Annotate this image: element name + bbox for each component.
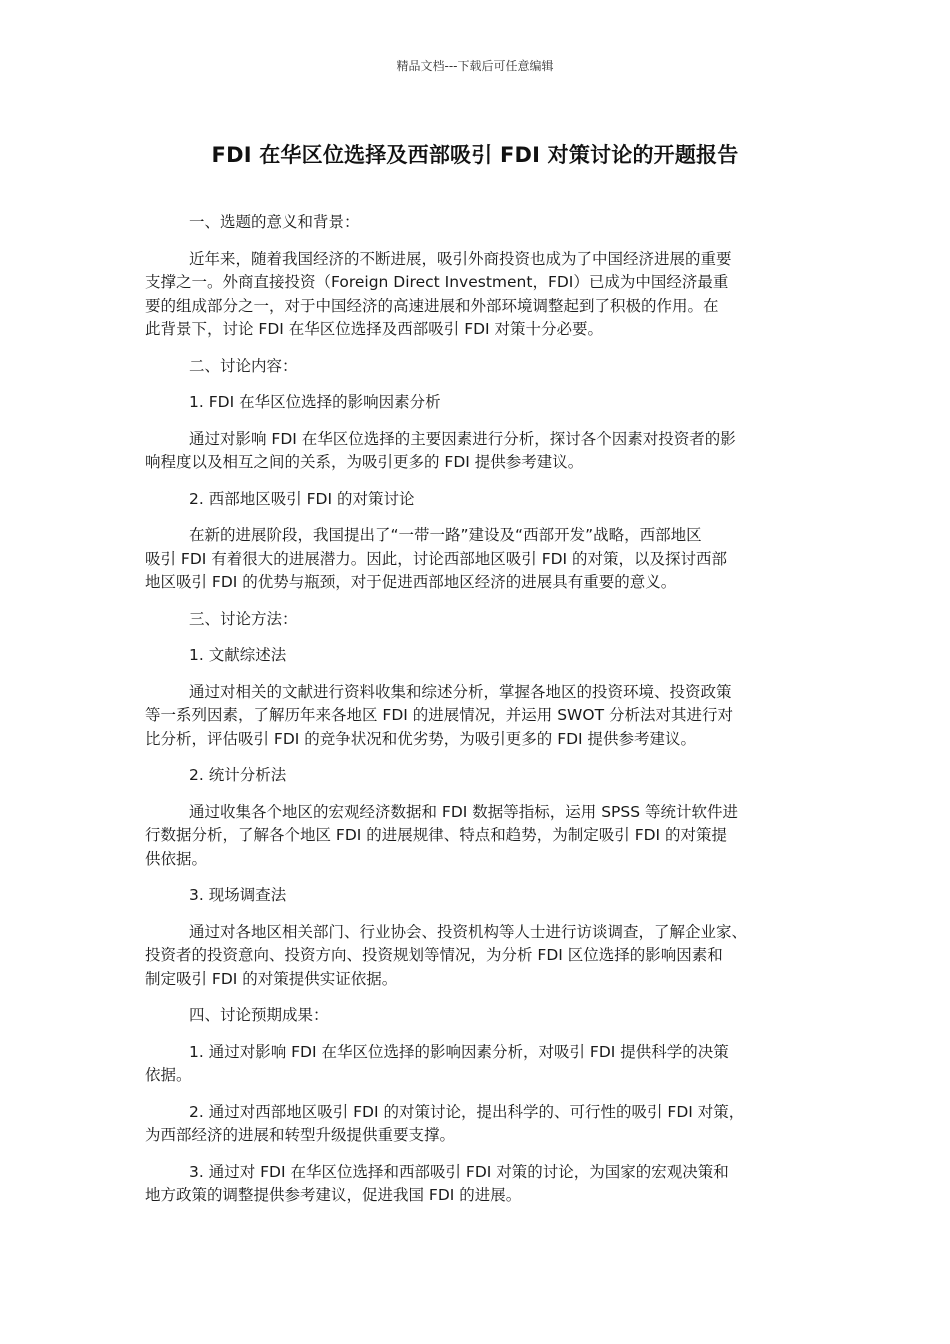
paragraph-line: 支撑之一。外商直接投资（Foreign Direct Investment，FDI）已成为中国经济最重 bbox=[145, 273, 729, 291]
paragraph-line: 此背景下，讨论 FDI 在华区位选择及西部吸引 FDI 对策十分必要。 bbox=[145, 320, 604, 338]
paragraph-line: 比分析，评估吸引 FDI 的竞争状况和优劣势，为吸引更多的 FDI 提供参考建议。 bbox=[145, 729, 697, 748]
paragraph-line: 2. 统计分析法 bbox=[189, 766, 287, 784]
paragraph-line: 等一系列因素，了解历年来各地区 FDI 的进展情况，并运用 SWOT 分析法对其进行对 bbox=[145, 706, 733, 724]
paragraph-line: 1. FDI 在华区位选择的影响因素分析 bbox=[189, 393, 441, 411]
paragraph-line: 三、讨论方法： bbox=[189, 609, 298, 628]
paragraph-line: 通过收集各个地区的宏观经济数据和 FDI 数据等指标，运用 SPSS 等统计软件进 bbox=[189, 802, 738, 821]
paragraph-line: 一、选题的意义和背景： bbox=[189, 213, 360, 231]
paragraph-line: 响程度以及相互之间的关系，为吸引更多的 FDI 提供参考建议。 bbox=[145, 453, 584, 471]
paragraph bbox=[145, 921, 813, 992]
paragraph-line: 近年来，随着我国经济的不断进展，吸引外商投资也成为了中国经济进展的重要 bbox=[189, 249, 732, 268]
paragraph-line: 投资者的投资意向、投资方向、投资规划等情况，为分析 FDI 区位选择的影响因素和 bbox=[145, 946, 723, 964]
paragraph-line: 通过对影响 FDI 在华区位选择的主要因素进行分析，探讨各个因素对投资者的影 bbox=[189, 429, 736, 448]
paragraph bbox=[145, 211, 813, 235]
document-body bbox=[145, 211, 813, 1221]
paragraph bbox=[145, 524, 813, 595]
paragraph bbox=[145, 428, 813, 475]
paragraph-line: 在新的进展阶段，我国提出了“一带一路”建设及“西部开发”战略，西部地区 bbox=[189, 526, 702, 544]
paragraph-line: 1. 通过对影响 FDI 在华区位选择的影响因素分析，对吸引 FDI 提供科学的决策 bbox=[189, 1042, 729, 1061]
paragraph-line: 行数据分析，了解各个地区 FDI 的进展规律、特点和趋势，为制定吸引 FDI 的对策提 bbox=[145, 826, 728, 844]
paragraph-line: 2. 西部地区吸引 FDI 的对策讨论 bbox=[189, 489, 415, 508]
paragraph bbox=[145, 764, 813, 788]
paragraph-line: 通过对各地区相关部门、行业协会、投资机构等人士进行访谈调查，了解企业家、 bbox=[189, 922, 748, 941]
paragraph-line: 供依据。 bbox=[145, 849, 208, 868]
paragraph bbox=[145, 248, 813, 342]
paragraph-line: 依据。 bbox=[145, 1066, 192, 1084]
paragraph-line: 四、讨论预期成果： bbox=[189, 1006, 329, 1024]
paragraph bbox=[145, 681, 813, 752]
paragraph bbox=[145, 391, 813, 415]
page-header: 精品文档---下载后可任意编辑 bbox=[396, 59, 554, 73]
paragraph bbox=[145, 1161, 813, 1208]
paragraph-line: 通过对相关的文献进行资料收集和综述分析，掌握各地区的投资环境、投资政策 bbox=[189, 682, 732, 701]
paragraph bbox=[145, 1101, 813, 1148]
paragraph bbox=[145, 801, 813, 872]
paragraph bbox=[145, 644, 813, 668]
paragraph-line: 2. 通过对西部地区吸引 FDI 的对策讨论，提出科学的、可行性的吸引 FDI 对策， bbox=[189, 1102, 745, 1121]
paragraph-line: 地区吸引 FDI 的优势与瓶颈，对于促进西部地区经济的进展具有重要的意义。 bbox=[145, 573, 677, 591]
paragraph bbox=[145, 608, 813, 632]
paragraph bbox=[145, 355, 813, 379]
paragraph-line: 3. 通过对 FDI 在华区位选择和西部吸引 FDI 对策的讨论，为国家的宏观决策和 bbox=[189, 1162, 729, 1181]
paragraph-line: 制定吸引 FDI 的对策提供实证依据。 bbox=[145, 969, 398, 988]
paragraph bbox=[145, 488, 813, 512]
paragraph bbox=[145, 884, 813, 908]
paragraph-line: 1. 文献综述法 bbox=[189, 646, 287, 664]
paragraph-line: 地方政策的调整提供参考建议，促进我国 FDI 的进展。 bbox=[145, 1186, 522, 1204]
paragraph-line: 二、讨论内容： bbox=[189, 356, 298, 375]
paragraph-line: 要的组成部分之一，对于中国经济的高速进展和外部环境调整起到了积极的作用。在 bbox=[145, 296, 719, 315]
paragraph-line: 3. 现场调查法 bbox=[189, 886, 287, 904]
paragraph-line: 为西部经济的进展和转型升级提供重要支撑。 bbox=[145, 1126, 456, 1144]
paragraph-line: 吸引 FDI 有着很大的进展潜力。因此，讨论西部地区吸引 FDI 的对策，以及探讨西部 bbox=[145, 549, 728, 568]
paragraph bbox=[145, 1004, 813, 1028]
document-title: FDI 在华区位选择及西部吸引 FDI 对策讨论的开题报告 bbox=[211, 143, 739, 167]
paragraph bbox=[145, 1041, 813, 1088]
